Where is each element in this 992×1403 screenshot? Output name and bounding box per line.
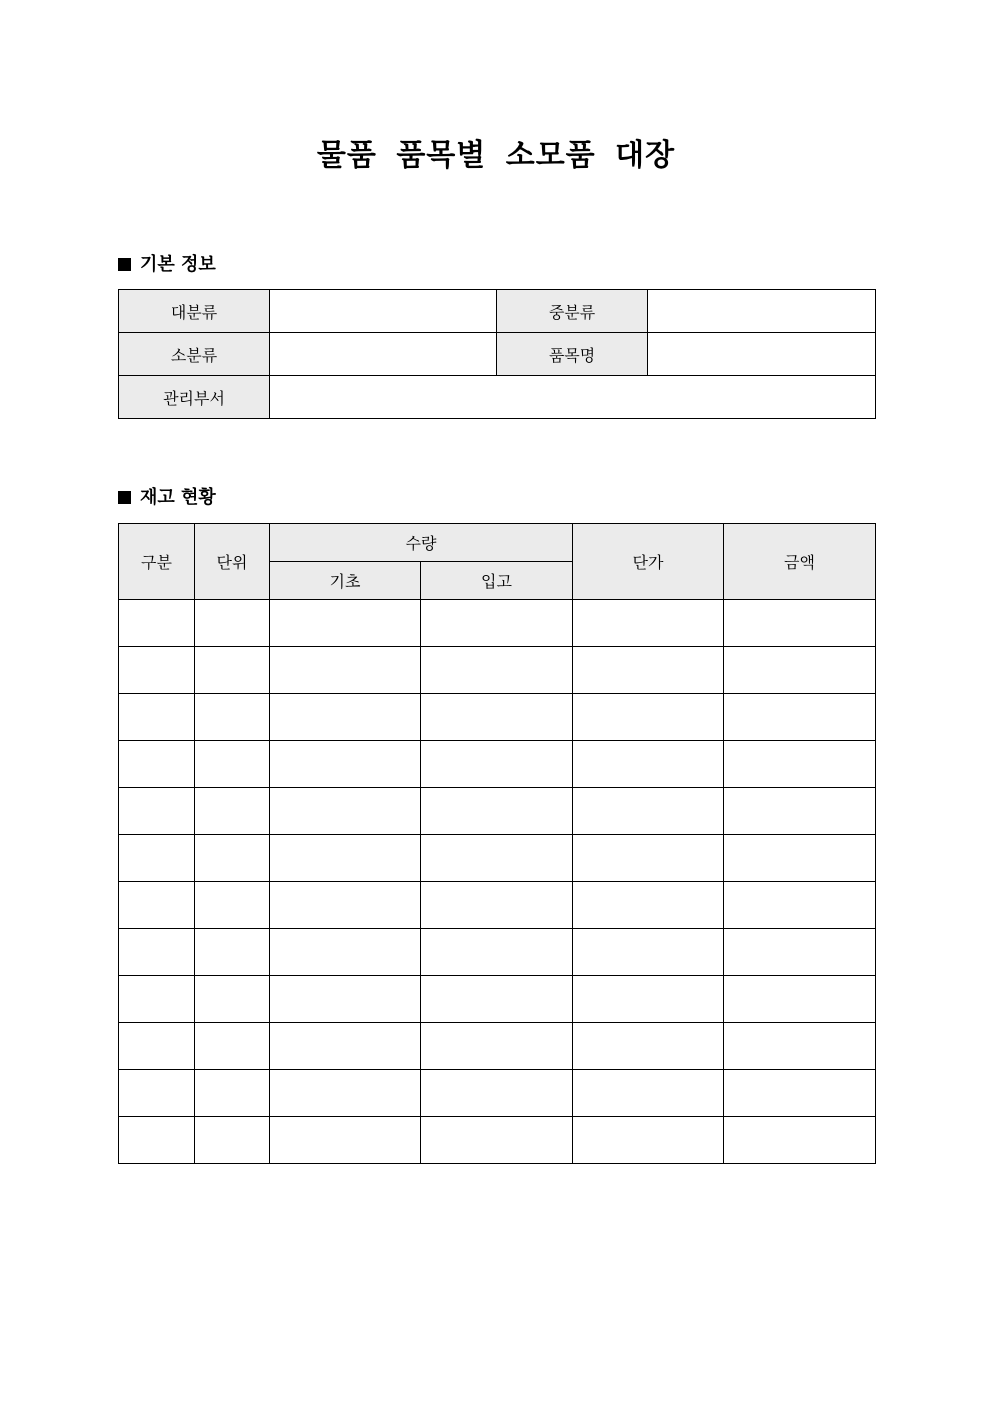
cell-category[interactable] <box>119 741 195 788</box>
cell-category[interactable] <box>119 647 195 694</box>
cell-category[interactable] <box>119 694 195 741</box>
cell-unit-price[interactable] <box>573 929 724 976</box>
table-row <box>119 1070 876 1117</box>
inventory-header-row <box>119 524 876 562</box>
cell-amount[interactable] <box>724 647 876 694</box>
column-header-unit-price: 단가 <box>573 524 724 600</box>
middle-category-field[interactable] <box>648 290 876 333</box>
basic-info-table <box>118 289 876 419</box>
cell-unit-price[interactable] <box>573 1023 724 1070</box>
cell-opening[interactable] <box>270 788 421 835</box>
cell-amount[interactable] <box>724 976 876 1023</box>
cell-opening[interactable] <box>270 882 421 929</box>
cell-amount[interactable] <box>724 600 876 647</box>
cell-category[interactable] <box>119 882 195 929</box>
department-field[interactable] <box>270 376 876 419</box>
middle-category-label: 중분류 <box>497 290 648 333</box>
department-label: 관리부서 <box>119 376 270 419</box>
column-header-unit: 단위 <box>195 524 270 600</box>
cell-unit[interactable] <box>195 1023 270 1070</box>
table-row <box>119 976 876 1023</box>
cell-category[interactable] <box>119 788 195 835</box>
basic-info-row <box>119 290 876 333</box>
cell-unit[interactable] <box>195 788 270 835</box>
cell-category[interactable] <box>119 600 195 647</box>
column-header-quantity: 수량 <box>270 524 573 562</box>
column-header-received: 입고 <box>421 562 573 600</box>
major-category-label: 대분류 <box>119 290 270 333</box>
table-row <box>119 788 876 835</box>
cell-amount[interactable] <box>724 694 876 741</box>
cell-received[interactable] <box>421 835 573 882</box>
cell-unit-price[interactable] <box>573 600 724 647</box>
cell-amount[interactable] <box>724 1117 876 1164</box>
cell-unit-price[interactable] <box>573 835 724 882</box>
table-row <box>119 741 876 788</box>
cell-unit[interactable] <box>195 835 270 882</box>
cell-received[interactable] <box>421 1023 573 1070</box>
minor-category-field[interactable] <box>270 333 497 376</box>
cell-received[interactable] <box>421 1070 573 1117</box>
cell-amount[interactable] <box>724 788 876 835</box>
cell-opening[interactable] <box>270 1117 421 1164</box>
cell-unit-price[interactable] <box>573 1117 724 1164</box>
item-name-field[interactable] <box>648 333 876 376</box>
cell-amount[interactable] <box>724 835 876 882</box>
cell-opening[interactable] <box>270 1023 421 1070</box>
cell-unit-price[interactable] <box>573 741 724 788</box>
cell-unit[interactable] <box>195 647 270 694</box>
cell-unit[interactable] <box>195 882 270 929</box>
basic-info-row <box>119 376 876 419</box>
cell-received[interactable] <box>421 741 573 788</box>
minor-category-label: 소분류 <box>119 333 270 376</box>
basic-info-row <box>119 333 876 376</box>
cell-received[interactable] <box>421 788 573 835</box>
square-bullet-icon <box>118 491 131 504</box>
square-bullet-icon <box>118 258 131 271</box>
cell-amount[interactable] <box>724 741 876 788</box>
cell-unit[interactable] <box>195 1117 270 1164</box>
cell-category[interactable] <box>119 1023 195 1070</box>
cell-opening[interactable] <box>270 694 421 741</box>
cell-unit[interactable] <box>195 1070 270 1117</box>
cell-category[interactable] <box>119 1117 195 1164</box>
cell-opening[interactable] <box>270 929 421 976</box>
page-title: 물품 품목별 소모품 대장 <box>316 138 676 173</box>
cell-category[interactable] <box>119 1070 195 1117</box>
cell-opening[interactable] <box>270 741 421 788</box>
cell-received[interactable] <box>421 882 573 929</box>
cell-amount[interactable] <box>724 929 876 976</box>
cell-received[interactable] <box>421 1117 573 1164</box>
item-name-label: 품목명 <box>497 333 648 376</box>
table-row <box>119 1117 876 1164</box>
cell-category[interactable] <box>119 976 195 1023</box>
cell-unit[interactable] <box>195 929 270 976</box>
cell-received[interactable] <box>421 647 573 694</box>
cell-received[interactable] <box>421 976 573 1023</box>
table-row <box>119 694 876 741</box>
inventory-table <box>118 523 876 1164</box>
cell-unit[interactable] <box>195 694 270 741</box>
cell-amount[interactable] <box>724 1070 876 1117</box>
cell-received[interactable] <box>421 694 573 741</box>
cell-opening[interactable] <box>270 600 421 647</box>
column-header-category: 구분 <box>119 524 195 600</box>
cell-unit-price[interactable] <box>573 788 724 835</box>
cell-unit-price[interactable] <box>573 647 724 694</box>
cell-category[interactable] <box>119 835 195 882</box>
table-row <box>119 882 876 929</box>
inventory-heading <box>118 485 216 511</box>
cell-opening[interactable] <box>270 976 421 1023</box>
table-row <box>119 1023 876 1070</box>
table-row <box>119 647 876 694</box>
cell-unit-price[interactable] <box>573 882 724 929</box>
cell-unit-price[interactable] <box>573 976 724 1023</box>
cell-unit[interactable] <box>195 976 270 1023</box>
basic-info-heading-text: 기본 정보 <box>140 254 216 275</box>
cell-opening[interactable] <box>270 835 421 882</box>
cell-received[interactable] <box>421 600 573 647</box>
table-row <box>119 835 876 882</box>
cell-received[interactable] <box>421 929 573 976</box>
cell-unit-price[interactable] <box>573 694 724 741</box>
basic-info-heading <box>118 252 216 278</box>
column-header-amount: 금액 <box>724 524 876 600</box>
table-row <box>119 929 876 976</box>
table-row <box>119 600 876 647</box>
cell-opening[interactable] <box>270 647 421 694</box>
cell-amount[interactable] <box>724 1023 876 1070</box>
cell-unit[interactable] <box>195 741 270 788</box>
inventory-heading-text: 재고 현황 <box>140 487 216 508</box>
cell-unit[interactable] <box>195 600 270 647</box>
cell-amount[interactable] <box>724 882 876 929</box>
cell-category[interactable] <box>119 929 195 976</box>
column-header-opening: 기초 <box>270 562 421 600</box>
cell-unit-price[interactable] <box>573 1070 724 1117</box>
cell-opening[interactable] <box>270 1070 421 1117</box>
major-category-field[interactable] <box>270 290 497 333</box>
